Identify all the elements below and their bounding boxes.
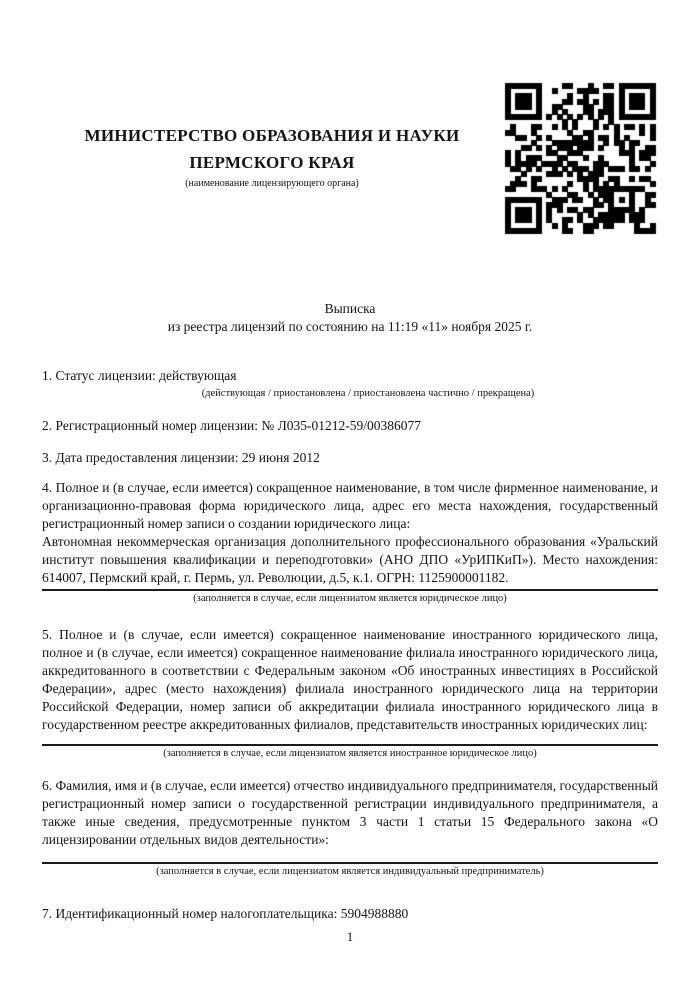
entrepreneur-label: 6. Фамилия, имя и (в случае, если имеется) отчество индивидуального предпринимателя, государственный регистрационный номер записи о государственной регистрации индивидуального предпринимателя, а также иные сведения, предусмотренные пунктом 3 части 1 статьи 15 Федерального закона «О лицензировании отдельных видов деятельности»: [42,778,658,847]
ministry-name-line1: МИНИСТЕРСТВО ОБРАЗОВАНИЯ И НАУКИ [84,126,460,145]
registration-number-text: 2. Регистрационный номер лицензии: № Л035-01212-59/00386077 [42,418,422,433]
item-2-registration-number [42,417,658,435]
item-5-foreign-entity [42,626,658,761]
item-7-taxpayer-number [42,905,658,923]
license-status-text: 1. Статус лицензии: действующая [42,368,237,383]
item-6-individual-entrepreneur [42,777,658,879]
licensing-authority-block [42,80,502,191]
ministry-name [42,122,502,176]
item-4-legal-entity [42,479,658,606]
entrepreneur-caption: (заполняется в случае, если лицензиатом является индивидуальный предприниматель) [156,866,544,877]
taxpayer-number-text: 7. Идентификационный номер налогоплательщика: 5904988880 [42,906,409,921]
item-3-grant-date [42,449,658,467]
document-header [42,80,658,238]
ministry-name-line2: ПЕРМСКОГО КРАЯ [189,153,355,172]
grant-date-text: 3. Дата предоставления лицензии: 29 июня 2012 [42,450,320,465]
license-status-options-caption: (действующая / приостановлена / приостановлена частично / прекращена) [201,388,535,399]
legal-entity-caption: (заполняется в случае, если лицензиатом является юридическое лицо) [193,593,507,604]
document-title [42,300,658,336]
foreign-entity-caption: (заполняется в случае, если лицензиатом является иностранное юридическое лицо) [163,748,537,759]
item-1-license-status [42,367,658,401]
document-title-line2: из реестра лицензий по состоянию на 11:19 «11» ноября 2025 г. [167,319,533,334]
legal-entity-label: 4. Полное и (в случае, если имеется) сокращенное наименование, в том числе фирменное наименование, и организационно-правовая форма юридического лица, адрес его места нахождения, государственный регистрационный номер записи о создании юридического лица: [42,480,658,531]
foreign-entity-label: 5. Полное и (в случае, если имеется) сокращенное наименование иностранного юридического лица, полное и (в случае, если имеется) сокращенное наименование филиала иностранного юридического лица, аккредитованного в соответствии с Федеральным законом «Об иностранных инвестициях в Российской Федерации», адрес (место нахождения) филиала иностранного юридического лица на территории Российской Федерации, номер записи об аккредитации филиала иностранного юридического лица в государственном реестре аккредитованных филиалов, представительств иностранных юридических лиц: [42,627,658,732]
qr-code-icon [502,80,658,236]
legal-entity-value: Автономная некоммерческая организация дополнительного профессионального образования «Уральский институт повышения квалификации и переподготовки» (АНО ДПО «УрИПКиП»). Место нахождения: 614007, Пермский край, г. Пермь, ул. Революции, д.5, к.1. ОГРН: 1125900001182. [42,534,658,585]
page-number: 1 [346,930,354,944]
ministry-caption: (наименование лицензирующего органа) [185,178,359,189]
document-title-line1: Выписка [324,301,376,316]
